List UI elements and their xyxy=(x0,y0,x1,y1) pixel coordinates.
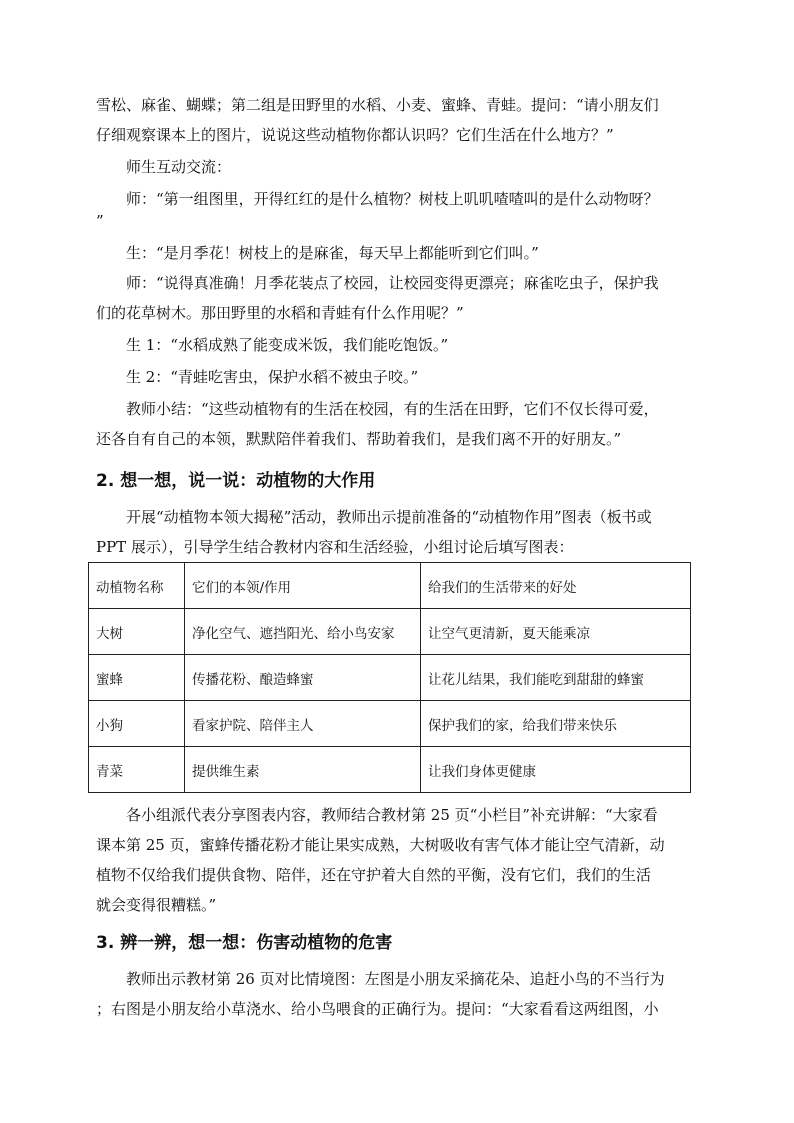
section-2-para-line-2: PPT 展示），引导学生结合教材内容和生活经验，小组讨论后填写图表： xyxy=(96,538,574,556)
table-cell: 保护我们的家，给我们带来快乐 xyxy=(421,701,691,747)
table-row xyxy=(89,609,691,655)
teacher-question-1: 师：“第一组图里，开得红红的是什么植物？树枝上叽叽喳喳叫的是什么动物呀？ xyxy=(126,190,659,208)
table-cell: 看家护院、陪伴主人 xyxy=(185,701,421,747)
table-header-row xyxy=(89,563,691,609)
table-cell: 让我们身体更健康 xyxy=(421,747,691,793)
teacher-remark-2-cont: 们的花草树木。那田野里的水稻和青蛙有什么作用呢？” xyxy=(96,304,464,322)
table-cell: 净化空气、遮挡阳光、给小鸟安家 xyxy=(185,609,421,655)
teacher-remark-2: 师：“说得真准确！月季花装点了校园，让校园变得更漂亮；麻雀吃虫子，保护我 xyxy=(126,274,659,292)
role-table xyxy=(88,562,691,793)
table-cell: 青菜 xyxy=(89,747,185,793)
table-row xyxy=(89,655,691,701)
table-cell: 蜜蜂 xyxy=(89,655,185,701)
student-answer-1: 生：“是月季花！树枝上的是麻雀，每天早上都能听到它们叫。” xyxy=(126,244,539,262)
student-answer-2: 生 1：“水稻成熟了能变成米饭，我们能吃饱饭。” xyxy=(126,336,449,354)
teacher-summary: 教师小结：“这些动植物有的生活在校园，有的生活在田野，它们不仅长得可爱， xyxy=(126,400,659,418)
section-2-after-line-3: 植物不仅给我们提供食物、陪伴，还在守护着大自然的平衡，没有它们，我们的生活 xyxy=(96,866,652,884)
table-header-cell: 它们的本领/作用 xyxy=(185,563,421,609)
table-row xyxy=(89,701,691,747)
table-row xyxy=(89,747,691,793)
section-3-para-line-1: 教师出示教材第 26 页对比情境图：左图是小朋友采摘花朵、追赶小鸟的不当行为 xyxy=(126,970,665,988)
section-3-para-line-2: ；右图是小朋友给小草浇水、给小鸟喂食的正确行为。提问：“大家看看这两组图，小 xyxy=(96,1000,659,1018)
table-cell: 传播花粉、酿造蜂蜜 xyxy=(185,655,421,701)
section-2-after-line-4: 就会变得很糟糕。” xyxy=(96,896,217,914)
section-2-after-line-2: 课本第 25 页，蜜蜂传播花粉才能让果实成熟，大树吸收有害气体才能让空气清新，动 xyxy=(96,836,665,854)
teacher-summary-cont: 还各自有自己的本领，默默陪伴着我们、帮助着我们，是我们离不开的好朋友。” xyxy=(96,430,622,448)
table-header-cell: 给我们的生活带来的好处 xyxy=(421,563,691,609)
table-cell: 小狗 xyxy=(89,701,185,747)
table-cell: 大树 xyxy=(89,609,185,655)
intro-line-2: 仔细观察课本上的图片，说说这些动植物你都认识吗？它们生活在什么地方？” xyxy=(96,126,614,144)
section-2-heading: 2. 想一想，说一说：动植物的大作用 xyxy=(96,471,376,491)
table-cell: 提供维生素 xyxy=(185,747,421,793)
teacher-question-1-end: ” xyxy=(96,212,104,230)
table-header-cell: 动植物名称 xyxy=(89,563,185,609)
section-3-heading: 3. 辨一辨，想一想：伤害动植物的危害 xyxy=(96,933,393,953)
section-2-para-line-1: 开展“动植物本领大揭秘”活动，教师出示提前准备的“动植物作用”图表（板书或 xyxy=(126,508,652,526)
dialogue-label: 师生互动交流： xyxy=(126,158,232,176)
section-2-after-line-1: 各小组派代表分享图表内容，教师结合教材第 25 页“小栏目”补充讲解：“大家看 xyxy=(126,806,658,824)
intro-line-1: 雪松、麻雀、蝴蝶；第二组是田野里的水稻、小麦、蜜蜂、青蛙。提问：“请小朋友们 xyxy=(96,96,659,114)
table-cell: 让空气更清新，夏天能乘凉 xyxy=(421,609,691,655)
student-answer-3: 生 2：“青蛙吃害虫，保护水稻不被虫子咬。” xyxy=(126,368,419,386)
table-cell: 让花儿结果，我们能吃到甜甜的蜂蜜 xyxy=(421,655,691,701)
